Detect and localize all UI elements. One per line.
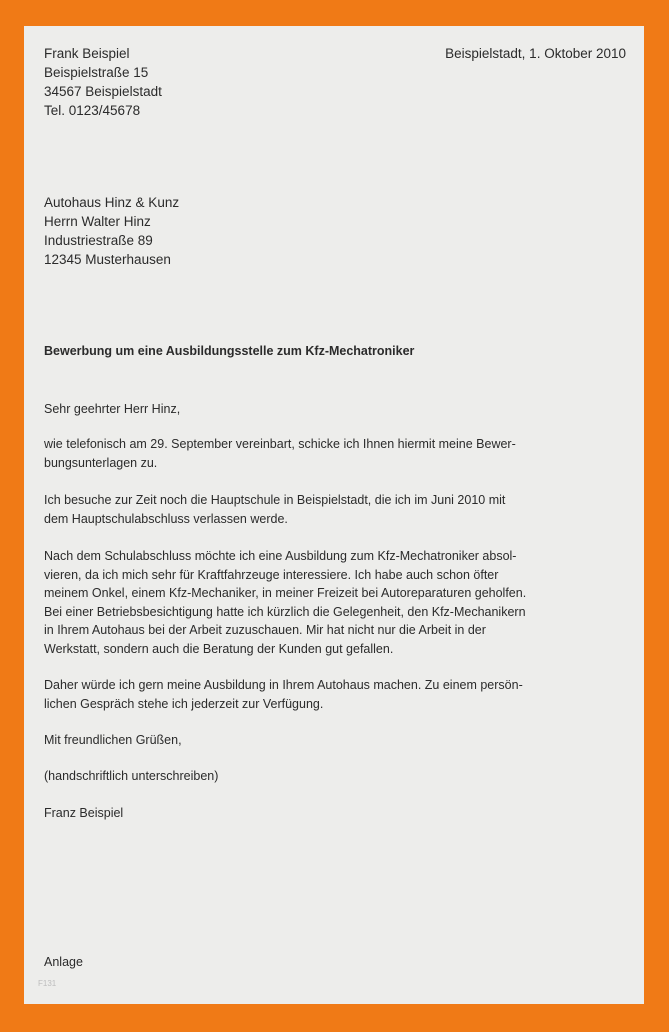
paragraph-2	[44, 491, 622, 528]
paragraph-line: Werkstatt, sondern auch die Beratung der Kunden gut gefallen.	[44, 641, 394, 656]
letter-page	[24, 26, 644, 1004]
recipient-street: Industriestraße 89	[44, 233, 153, 248]
salutation	[44, 400, 622, 419]
sender-city: 34567 Beispielstadt	[44, 84, 162, 99]
paragraph-line: lichen Gespräch stehe ich jederzeit zur Verfügung.	[44, 696, 324, 711]
sender-name: Frank Beispiel	[44, 46, 130, 61]
recipient-company: Autohaus Hinz & Kunz	[44, 195, 180, 210]
letter-date: Beispielstadt, 1. Oktober 2010	[445, 46, 626, 61]
footnote: F131	[38, 979, 57, 988]
paragraph-line: Daher würde ich gern meine Ausbildung in Ihrem Autohaus machen. Zu einem persön-	[44, 678, 523, 692]
signature-note	[44, 767, 622, 786]
paragraph-line: meinem Onkel, einem Kfz-Mechaniker, in meiner Freizeit bei Autoreparaturen geholfen.	[44, 586, 527, 601]
signature-name-line: Franz Beispiel	[44, 806, 124, 820]
closing	[44, 731, 622, 750]
paragraph-line: bungsunterlagen zu.	[44, 455, 158, 470]
sender-phone: Tel. 0123/45678	[44, 103, 141, 118]
paragraph-line: dem Hauptschulabschluss verlassen werde.	[44, 511, 288, 526]
sender-street: Beispielstraße 15	[44, 65, 149, 80]
paragraph-line: Nach dem Schulabschluss möchte ich eine Ausbildung zum Kfz-Mechatroniker absol-	[44, 549, 517, 563]
recipient-address	[44, 193, 179, 269]
paragraph-line: vieren, da ich mich sehr für Kraftfahrzeuge interessiere. Ich habe auch schon öfter	[44, 567, 499, 582]
paragraph-line: wie telefonisch am 29. September vereinbart, schicke ich Ihnen hiermit meine Bewer-	[44, 437, 516, 451]
paragraph-4	[44, 676, 622, 713]
paragraph-3	[44, 547, 622, 659]
signature-name	[44, 804, 622, 823]
attachment-line: Anlage	[44, 955, 83, 969]
recipient-contact: Herrn Walter Hinz	[44, 214, 151, 229]
letter-subject: Bewerbung um eine Ausbildungsstelle zum Kfz-Mechatroniker	[44, 344, 415, 358]
paragraph-line: Bei einer Betriebsbesichtigung hatte ich kürzlich die Gelegenheit, den Kfz-Mechanikern	[44, 604, 526, 619]
paragraph-line: Ich besuche zur Zeit noch die Hauptschule in Beispielstadt, die ich im Juni 2010 mit	[44, 493, 506, 507]
signature-note-line: (handschriftlich unterschreiben)	[44, 769, 219, 783]
closing-line: Mit freundlichen Grüßen,	[44, 733, 182, 747]
salutation-line: Sehr geehrter Herr Hinz,	[44, 402, 181, 416]
paragraph-line: in Ihrem Autohaus bei der Arbeit zuzuschauen. Mir hat nicht nur die Arbeit in der	[44, 623, 486, 638]
sender-address	[44, 44, 162, 120]
paragraph-1	[44, 435, 622, 472]
attachment	[44, 953, 622, 972]
recipient-city: 12345 Musterhausen	[44, 252, 171, 267]
